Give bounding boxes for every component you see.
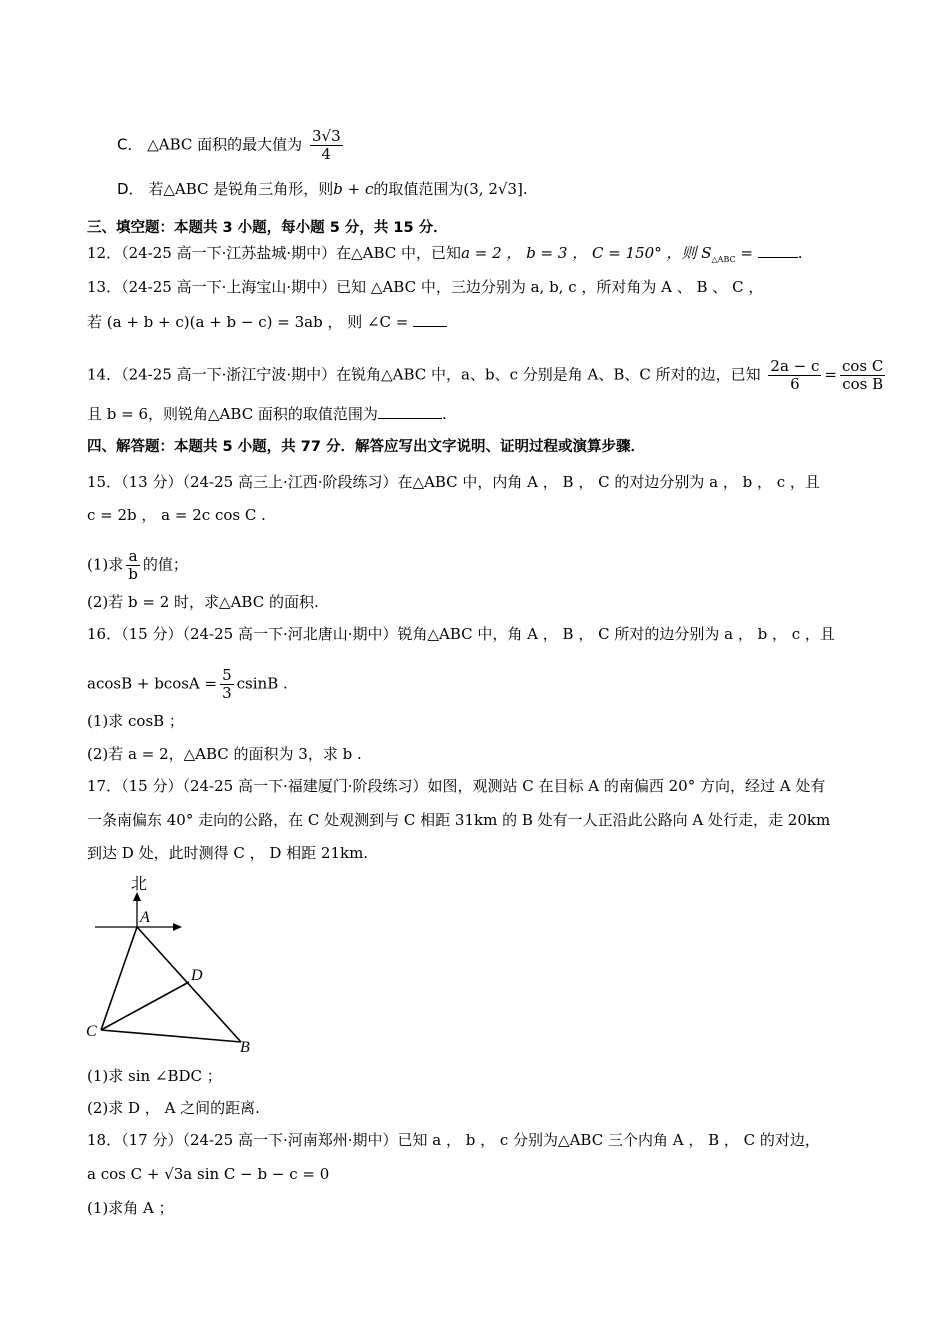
question-15-part1 xyxy=(87,548,188,583)
section-4-heading: 四、解答题：本题共 5 小题，共 77 分．解答应写出文字说明、证明过程或演算步骤． xyxy=(87,439,645,455)
fraction-denominator: b xyxy=(128,565,138,583)
east-arrow-icon xyxy=(173,923,182,931)
fraction-denominator: 3 xyxy=(222,684,232,702)
option-d-post: 的取值范围为 xyxy=(373,180,464,198)
question-18-part1: (1)求角 A ； xyxy=(87,1199,174,1217)
label-d: D xyxy=(191,967,203,984)
segment-ab xyxy=(137,927,241,1042)
question-13-line1: 13．（24-25 高一下·上海宝山·期中）已知 △ABC 中，三边分别为 a, b, c ，所对角为 A 、 B 、 C ， xyxy=(87,278,764,296)
q14-answer-blank[interactable] xyxy=(378,418,442,419)
fraction-denominator: 6 xyxy=(790,375,800,393)
q14-fraction-right xyxy=(840,358,885,393)
question-12 xyxy=(87,243,803,270)
q16-equation-left: acosB + bcosA = xyxy=(87,674,218,693)
q15-part1-tail: 的值； xyxy=(142,555,188,574)
q12-area-subscript: △ABC xyxy=(711,255,736,264)
option-d-range: (3, 2√3] xyxy=(463,180,523,198)
section-3-heading: 三、填空题：本题共 3 小题，每小题 5 分，共 15 分． xyxy=(87,220,448,236)
label-a: A xyxy=(140,909,150,926)
question-16-part1: (1)求 cosB ； xyxy=(87,712,184,730)
segment-cd xyxy=(101,982,189,1030)
label-c: C xyxy=(86,1023,97,1040)
q17-figure xyxy=(80,870,280,1060)
segment-ac xyxy=(101,927,137,1030)
question-18-line2: a cos C + √3a sin C − b − c = 0 xyxy=(87,1165,330,1183)
question-17-part1: (1)求 sin ∠BDC ； xyxy=(87,1067,222,1085)
question-17-line3: 到达 D 处，此时测得 C ， D 相距 21km. xyxy=(87,844,369,862)
q13-answer-blank[interactable] xyxy=(413,326,447,327)
q12-equals: = xyxy=(735,244,753,262)
question-15-line1: 15．（13 分）（24-25 高三上·江西·阶段练习）在△ABC 中，内角 A ， B ， C 的对边分别为 a ， b ， c ，且 xyxy=(87,473,820,491)
question-17-part2: (2)求 D ， A 之间的距离. xyxy=(87,1099,260,1117)
option-d xyxy=(117,179,528,199)
option-c xyxy=(117,128,346,163)
q12-end: . xyxy=(797,244,803,262)
q14-end: . xyxy=(441,405,447,423)
q16-fraction xyxy=(220,667,234,702)
option-d-mid: b + c xyxy=(333,180,374,198)
fraction-numerator: 2a − c xyxy=(770,357,820,375)
q14-condition: 且 b = 6，则锐角△ABC 面积的取值范围为 xyxy=(87,405,378,423)
north-arrow-icon xyxy=(133,892,141,901)
option-c-label: C． xyxy=(117,135,143,154)
q13-condition: 若 (a + b + c)(a + b − c) = 3ab ， 则 ∠C = xyxy=(87,313,414,331)
q14-head: 14．（24-25 高一下·浙江宁波·期中）在锐角△ABC 中，a、b、c 分别是角 A、B、C 所对的边，已知 xyxy=(87,365,761,384)
question-16-line2 xyxy=(87,667,288,702)
question-14-line2 xyxy=(87,404,447,424)
fraction-numerator: a xyxy=(126,548,140,566)
option-d-end: . xyxy=(522,180,528,198)
option-c-fraction xyxy=(310,128,343,163)
fraction-numerator: 5 xyxy=(222,666,232,684)
q15-fraction xyxy=(126,548,140,583)
question-14-line1 xyxy=(87,358,888,393)
question-17-line2: 一条南偏东 40° 走向的公路，在 C 处观测到与 C 相距 31km 的 B 处有一人正沿此公路向 A 处行走，走 20km xyxy=(87,811,831,829)
q12-values: a = 2 ， b = 3 ， C = 150° ，则 xyxy=(461,244,697,262)
q14-fraction-left xyxy=(768,358,821,393)
option-d-label: D． xyxy=(117,180,144,198)
q12-head: 12．（24-25 高一下·江苏盐城·期中）在△ABC 中，已知 xyxy=(87,244,462,262)
label-b: B xyxy=(240,1039,250,1056)
question-15-line2: c = 2b ， a = 2c cos C . xyxy=(87,506,266,524)
fraction-numerator: 3√3 xyxy=(311,127,341,145)
question-16-part2: (2)若 a = 2，△ABC 的面积为 3，求 b . xyxy=(87,745,362,763)
question-13-line2 xyxy=(87,312,447,332)
question-15-part2: (2)若 b = 2 时，求△ABC 的面积. xyxy=(87,593,319,611)
segment-cb xyxy=(101,1030,241,1042)
fraction-numerator: cos C xyxy=(842,357,884,375)
question-17-line1: 17．（15 分）（24-25 高一下·福建厦门·阶段练习）如图，观测站 C 在目标 A 的南偏西 20° 方向，经过 A 处有 xyxy=(87,777,826,795)
q14-equals: = xyxy=(824,365,837,384)
q16-equation-right: csinB . xyxy=(236,674,288,693)
question-16-line1: 16．（15 分）（24-25 高一下·河北唐山·期中）锐角△ABC 中，角 A ， B ， C 所对的边分别为 a ， b ， c ，且 xyxy=(87,625,835,643)
q12-answer-blank[interactable] xyxy=(758,257,798,258)
option-c-text: △ABC 面积的最大值为 xyxy=(147,135,303,154)
q12-area-symbol: S xyxy=(701,244,712,262)
q15-part1-label: (1)求 xyxy=(87,555,124,574)
fraction-denominator: cos B xyxy=(842,375,884,393)
label-north: 北 xyxy=(131,876,148,893)
option-d-pre: 若△ABC 是锐角三角形，则 xyxy=(148,180,334,198)
question-18-line1: 18．（17 分）（24-25 高一下·河南郑州·期中）已知 a ， b ， c 分别为△ABC 三个内角 A ， B ， C 的对边， xyxy=(87,1131,820,1149)
fraction-denominator: 4 xyxy=(321,145,332,163)
